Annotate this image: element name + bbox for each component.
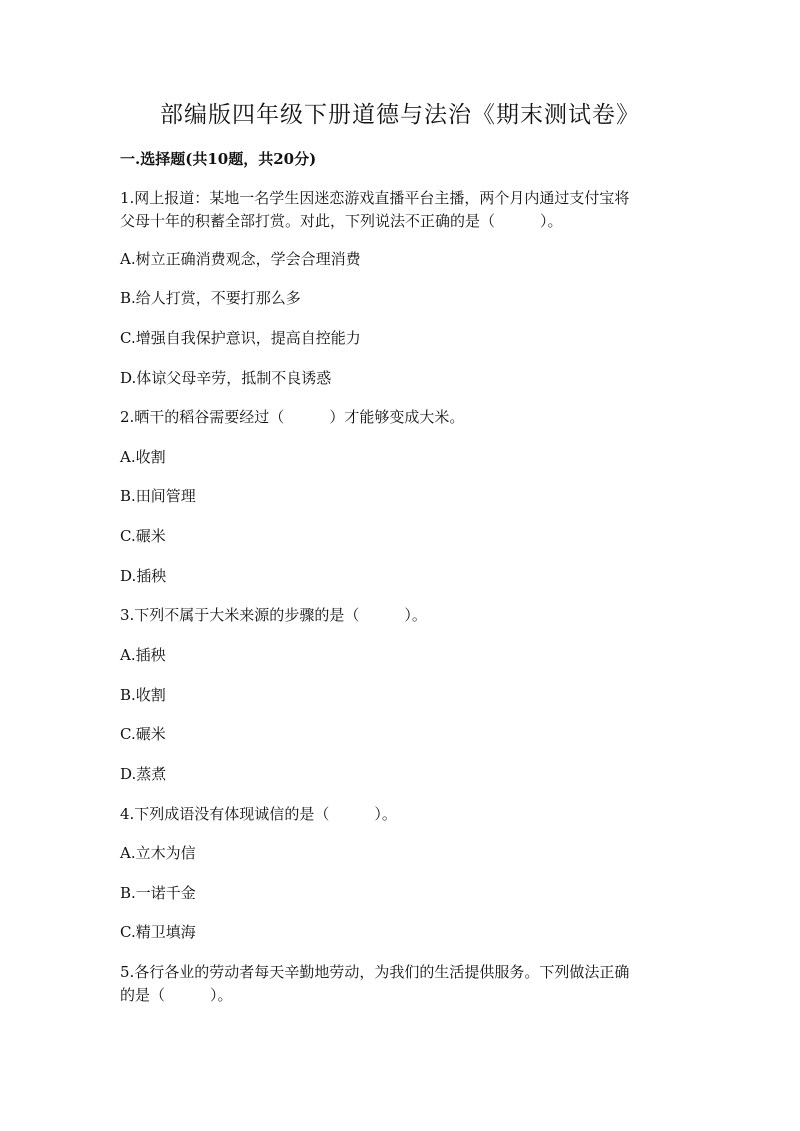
question-1-text-line-1: 1.网上报道：某地一名学生因迷恋游戏直播平台主播，两个月内通过支付宝将	[120, 189, 630, 207]
question-2-option-c: C.碾米	[120, 527, 166, 545]
question-1-option-c: C.增强自我保护意识，提高自控能力	[120, 329, 361, 347]
question-3-text: 3.下列不属于大米来源的步骤的是（ ）。	[120, 606, 427, 624]
question-3-option-a: A.插秧	[120, 646, 166, 664]
question-4-option-b: B.一诺千金	[120, 884, 196, 902]
question-1-text-line-2: 父母十年的积蓄全部打赏。对此，下列说法不正确的是（ ）。	[120, 212, 563, 230]
section-heading: 一.选择题(共10题，共20分)	[120, 150, 317, 168]
question-2-option-a: A.收割	[120, 448, 166, 466]
question-4-text: 4.下列成语没有体现诚信的是（ ）。	[120, 805, 397, 823]
question-3-option-d: D.蒸煮	[120, 765, 167, 783]
question-1-option-a: A.树立正确消费观念，学会合理消费	[120, 250, 361, 268]
question-3-option-b: B.收割	[120, 686, 166, 704]
question-5-text-line-2: 的是（ ）。	[120, 986, 233, 1004]
question-3-option-c: C.碾米	[120, 725, 166, 743]
question-2-option-d: D.插秧	[120, 567, 167, 585]
question-4-option-a: A.立木为信	[120, 844, 196, 862]
question-1-option-d: D.体谅父母辛劳，抵制不良诱惑	[120, 369, 332, 387]
question-5-text-line-1: 5.各行各业的劳动者每天辛勤地劳动，为我们的生活提供服务。下列做法正确	[120, 963, 630, 981]
page-title: 部编版四年级下册道德与法治《期末测试卷》	[160, 102, 640, 128]
question-2-option-b: B.田间管理	[120, 487, 196, 505]
question-4-option-c: C.精卫填海	[120, 923, 196, 941]
question-2-text: 2.晒干的稻谷需要经过（ ）才能够变成大米。	[120, 408, 465, 426]
question-1-option-b: B.给人打赏，不要打那么多	[120, 289, 301, 307]
